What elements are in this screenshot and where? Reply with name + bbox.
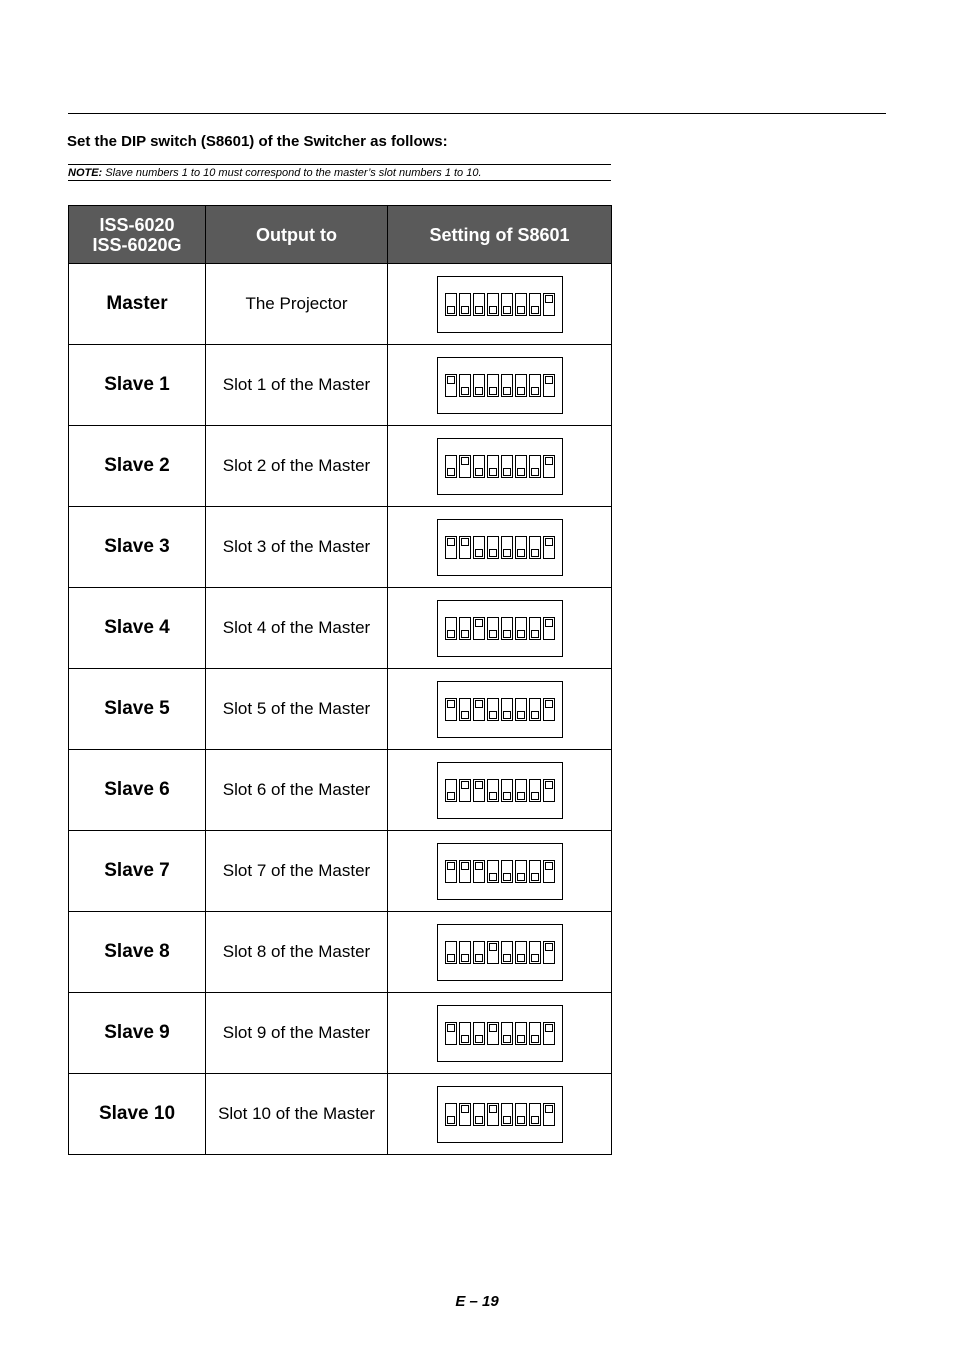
dip-switch-knob xyxy=(531,711,539,719)
table-row xyxy=(69,669,612,750)
dip-switch-knob xyxy=(447,630,455,638)
table-row xyxy=(69,993,612,1074)
dip-switch-knob xyxy=(545,781,553,789)
dip-switch-on xyxy=(473,779,485,802)
dip-switch-knob xyxy=(475,1116,483,1124)
row-role: Slave 4 xyxy=(69,588,206,669)
row-setting xyxy=(388,345,612,426)
dip-switch-knob xyxy=(517,1116,525,1124)
row-role: Slave 9 xyxy=(69,993,206,1074)
dip-switch-knob xyxy=(503,792,511,800)
dip-switch-off xyxy=(529,941,541,964)
dip-switch-knob xyxy=(503,711,511,719)
table-row xyxy=(69,426,612,507)
dip-switch-off xyxy=(501,293,513,316)
dip-switch-knob xyxy=(517,387,525,395)
dip-switch-on xyxy=(543,698,555,721)
dip-switch-diagram xyxy=(437,519,563,576)
row-role: Slave 3 xyxy=(69,507,206,588)
dip-switch-knob xyxy=(461,1105,469,1113)
dip-switch-off xyxy=(487,536,499,559)
dip-switch-diagram xyxy=(437,1086,563,1143)
dip-switch-off xyxy=(501,536,513,559)
row-output: Slot 4 of the Master xyxy=(206,588,388,669)
dip-switch-off xyxy=(459,293,471,316)
dip-switch-off xyxy=(515,698,527,721)
dip-switch-knob xyxy=(503,1116,511,1124)
row-role: Slave 2 xyxy=(69,426,206,507)
dip-switch-off xyxy=(473,455,485,478)
dip-switch-off xyxy=(501,1022,513,1045)
dip-switch-knob xyxy=(503,387,511,395)
row-output: Slot 10 of the Master xyxy=(206,1074,388,1155)
dip-switch-knob xyxy=(447,1116,455,1124)
dip-switch-on xyxy=(459,455,471,478)
dip-switch-knob xyxy=(517,792,525,800)
dip-switch-off xyxy=(529,455,541,478)
table-row xyxy=(69,1074,612,1155)
dip-switch-off xyxy=(459,617,471,640)
header-model xyxy=(69,206,206,264)
dip-switch-diagram xyxy=(437,357,563,414)
dip-switch-knob xyxy=(545,700,553,708)
dip-switch-off xyxy=(445,1103,457,1126)
dip-switch-knob xyxy=(545,1105,553,1113)
dip-switch-knob xyxy=(447,376,455,384)
note xyxy=(68,164,611,181)
dip-switch-knob xyxy=(545,862,553,870)
row-setting xyxy=(388,588,612,669)
dip-switch-on xyxy=(487,1103,499,1126)
dip-switch-knob xyxy=(531,549,539,557)
dip-switch-knob xyxy=(475,306,483,314)
dip-switch-knob xyxy=(447,468,455,476)
header-model-line2: ISS-6020G xyxy=(92,234,182,255)
dip-switch-on xyxy=(445,536,457,559)
page-number: E – 19 xyxy=(455,1293,499,1310)
dip-switch-knob xyxy=(475,549,483,557)
dip-switch-knob xyxy=(531,873,539,881)
row-role: Master xyxy=(69,264,206,345)
row-output: Slot 8 of the Master xyxy=(206,912,388,993)
dip-switch-on xyxy=(543,779,555,802)
dip-switch-knob xyxy=(531,630,539,638)
dip-switch-knob xyxy=(447,700,455,708)
dip-switch-on xyxy=(459,860,471,883)
dip-switch-off xyxy=(501,860,513,883)
dip-switch-off xyxy=(515,860,527,883)
dip-switch-off xyxy=(501,455,513,478)
dip-switch-on xyxy=(473,698,485,721)
row-output: Slot 5 of the Master xyxy=(206,669,388,750)
dip-switch-on xyxy=(543,455,555,478)
dip-switch-off xyxy=(529,779,541,802)
dip-switch-knob xyxy=(517,468,525,476)
dip-switch-knob xyxy=(447,954,455,962)
dip-switch-off xyxy=(487,779,499,802)
header-output: Output to xyxy=(206,206,388,264)
dip-switch-knob xyxy=(517,954,525,962)
dip-switch-knob xyxy=(531,1116,539,1124)
row-output: Slot 1 of the Master xyxy=(206,345,388,426)
dip-switch-knob xyxy=(503,468,511,476)
dip-switch-off xyxy=(515,374,527,397)
row-setting xyxy=(388,264,612,345)
dip-switch-knob xyxy=(503,630,511,638)
table-row xyxy=(69,831,612,912)
dip-switch-knob xyxy=(503,873,511,881)
dip-switch-knob xyxy=(503,954,511,962)
dip-switch-off xyxy=(473,293,485,316)
dip-switch-knob xyxy=(475,387,483,395)
row-setting xyxy=(388,831,612,912)
dip-switch-knob xyxy=(489,792,497,800)
dip-switch-knob xyxy=(489,549,497,557)
dip-switch-off xyxy=(473,374,485,397)
note-label: NOTE: xyxy=(68,167,103,179)
dip-switch-on xyxy=(445,374,457,397)
dip-switch-off xyxy=(515,617,527,640)
dip-switch-knob xyxy=(489,387,497,395)
dip-switch-knob xyxy=(531,468,539,476)
dip-switch-on xyxy=(459,1103,471,1126)
dip-switch-off xyxy=(529,374,541,397)
dip-switch-on xyxy=(473,860,485,883)
dip-switch-off xyxy=(515,455,527,478)
row-output: Slot 6 of the Master xyxy=(206,750,388,831)
dip-switch-knob xyxy=(531,1035,539,1043)
dip-switch-knob xyxy=(447,538,455,546)
dip-switch-off xyxy=(515,536,527,559)
dip-switch-table xyxy=(68,205,612,1155)
dip-switch-off xyxy=(529,1103,541,1126)
table-row xyxy=(69,345,612,426)
table-row xyxy=(69,507,612,588)
dip-switch-diagram xyxy=(437,438,563,495)
dip-switch-off xyxy=(529,860,541,883)
table-row xyxy=(69,912,612,993)
dip-switch-knob xyxy=(447,792,455,800)
dip-switch-knob xyxy=(545,295,553,303)
dip-switch-on xyxy=(543,293,555,316)
dip-switch-knob xyxy=(545,943,553,951)
dip-switch-knob xyxy=(461,862,469,870)
dip-switch-knob xyxy=(461,711,469,719)
dip-switch-off xyxy=(529,536,541,559)
dip-switch-knob xyxy=(489,943,497,951)
dip-switch-off xyxy=(445,779,457,802)
dip-switch-knob xyxy=(545,538,553,546)
dip-switch-knob xyxy=(461,387,469,395)
top-rule xyxy=(68,113,886,114)
row-setting xyxy=(388,426,612,507)
dip-switch-on xyxy=(445,698,457,721)
header-setting: Setting of S8601 xyxy=(388,206,612,264)
dip-switch-off xyxy=(501,1103,513,1126)
row-setting xyxy=(388,507,612,588)
dip-switch-off xyxy=(473,1103,485,1126)
dip-switch-knob xyxy=(461,630,469,638)
dip-switch-knob xyxy=(545,619,553,627)
dip-switch-off xyxy=(487,698,499,721)
dip-switch-knob xyxy=(447,862,455,870)
dip-switch-off xyxy=(501,374,513,397)
dip-switch-knob xyxy=(517,1035,525,1043)
dip-switch-off xyxy=(529,698,541,721)
table-row xyxy=(69,750,612,831)
dip-switch-off xyxy=(459,941,471,964)
dip-switch-diagram xyxy=(437,600,563,657)
dip-switch-knob xyxy=(447,1024,455,1032)
dip-switch-knob xyxy=(475,862,483,870)
dip-switch-off xyxy=(501,779,513,802)
row-setting xyxy=(388,993,612,1074)
dip-switch-knob xyxy=(461,1035,469,1043)
dip-switch-on xyxy=(543,860,555,883)
dip-switch-on xyxy=(543,1103,555,1126)
dip-switch-on xyxy=(487,1022,499,1045)
dip-switch-off xyxy=(487,374,499,397)
dip-switch-off xyxy=(445,617,457,640)
header-model-line1: ISS-6020 xyxy=(99,214,175,235)
dip-switch-diagram xyxy=(437,762,563,819)
dip-switch-off xyxy=(445,455,457,478)
dip-switch-knob xyxy=(531,792,539,800)
table-body xyxy=(69,264,612,1155)
dip-switch-off xyxy=(487,860,499,883)
dip-switch-diagram xyxy=(437,843,563,900)
dip-switch-knob xyxy=(489,873,497,881)
dip-switch-off xyxy=(515,1022,527,1045)
table-header-row xyxy=(69,206,612,264)
dip-switch-knob xyxy=(489,468,497,476)
dip-switch-off xyxy=(487,293,499,316)
row-role: Slave 6 xyxy=(69,750,206,831)
dip-switch-off xyxy=(473,1022,485,1045)
dip-switch-off xyxy=(515,779,527,802)
dip-switch-off xyxy=(515,293,527,316)
table-row xyxy=(69,588,612,669)
row-output: Slot 2 of the Master xyxy=(206,426,388,507)
dip-switch-off xyxy=(487,617,499,640)
row-role: Slave 5 xyxy=(69,669,206,750)
dip-switch-off xyxy=(501,617,513,640)
dip-switch-off xyxy=(473,536,485,559)
row-role: Slave 7 xyxy=(69,831,206,912)
dip-switch-knob xyxy=(475,619,483,627)
dip-switch-on xyxy=(543,536,555,559)
dip-switch-on xyxy=(459,779,471,802)
dip-switch-off xyxy=(459,374,471,397)
dip-switch-off xyxy=(529,293,541,316)
dip-switch-knob xyxy=(475,781,483,789)
dip-switch-knob xyxy=(517,630,525,638)
dip-switch-knob xyxy=(461,457,469,465)
row-output: Slot 3 of the Master xyxy=(206,507,388,588)
dip-switch-on xyxy=(543,617,555,640)
row-setting xyxy=(388,1074,612,1155)
dip-switch-knob xyxy=(517,549,525,557)
section-heading: Set the DIP switch (S8601) of the Switcher as follows: xyxy=(67,133,448,150)
dip-switch-off xyxy=(445,293,457,316)
row-role: Slave 1 xyxy=(69,345,206,426)
dip-switch-knob xyxy=(545,457,553,465)
dip-switch-off xyxy=(515,941,527,964)
dip-switch-knob xyxy=(545,376,553,384)
dip-switch-knob xyxy=(531,387,539,395)
dip-switch-diagram xyxy=(437,1005,563,1062)
note-text: Slave numbers 1 to 10 must correspond to the master’s slot numbers 1 to 10. xyxy=(102,167,482,179)
dip-switch-knob xyxy=(475,468,483,476)
row-output: The Projector xyxy=(206,264,388,345)
table-row xyxy=(69,264,612,345)
row-setting xyxy=(388,669,612,750)
dip-switch-knob xyxy=(531,954,539,962)
dip-switch-knob xyxy=(461,954,469,962)
dip-switch-off xyxy=(459,698,471,721)
dip-switch-on xyxy=(543,1022,555,1045)
dip-switch-on xyxy=(473,617,485,640)
dip-switch-off xyxy=(459,1022,471,1045)
row-output: Slot 7 of the Master xyxy=(206,831,388,912)
dip-switch-knob xyxy=(489,711,497,719)
dip-switch-knob xyxy=(475,954,483,962)
dip-switch-off xyxy=(473,941,485,964)
dip-switch-knob xyxy=(461,538,469,546)
dip-switch-off xyxy=(529,1022,541,1045)
dip-switch-off xyxy=(487,455,499,478)
dip-switch-diagram xyxy=(437,681,563,738)
row-output: Slot 9 of the Master xyxy=(206,993,388,1074)
dip-switch-knob xyxy=(503,306,511,314)
dip-switch-on xyxy=(487,941,499,964)
dip-switch-on xyxy=(459,536,471,559)
dip-switch-off xyxy=(529,617,541,640)
dip-switch-off xyxy=(501,941,513,964)
dip-switch-diagram xyxy=(437,924,563,981)
dip-switch-knob xyxy=(475,700,483,708)
dip-switch-knob xyxy=(489,306,497,314)
row-role: Slave 10 xyxy=(69,1074,206,1155)
dip-switch-knob xyxy=(489,1024,497,1032)
dip-switch-off xyxy=(515,1103,527,1126)
dip-switch-on xyxy=(445,860,457,883)
dip-switch-knob xyxy=(545,1024,553,1032)
dip-switch-knob xyxy=(475,1035,483,1043)
dip-switch-on xyxy=(543,374,555,397)
dip-switch-knob xyxy=(517,873,525,881)
dip-switch-knob xyxy=(489,630,497,638)
dip-switch-knob xyxy=(461,306,469,314)
row-role: Slave 8 xyxy=(69,912,206,993)
dip-switch-knob xyxy=(503,1035,511,1043)
dip-switch-knob xyxy=(461,781,469,789)
dip-switch-on xyxy=(543,941,555,964)
dip-switch-knob xyxy=(517,306,525,314)
row-setting xyxy=(388,750,612,831)
dip-switch-knob xyxy=(503,549,511,557)
dip-switch-diagram xyxy=(437,276,563,333)
dip-switch-off xyxy=(501,698,513,721)
dip-switch-off xyxy=(445,941,457,964)
dip-switch-on xyxy=(445,1022,457,1045)
dip-switch-knob xyxy=(489,1105,497,1113)
dip-switch-knob xyxy=(517,711,525,719)
row-setting xyxy=(388,912,612,993)
dip-switch-knob xyxy=(531,306,539,314)
dip-switch-knob xyxy=(447,306,455,314)
